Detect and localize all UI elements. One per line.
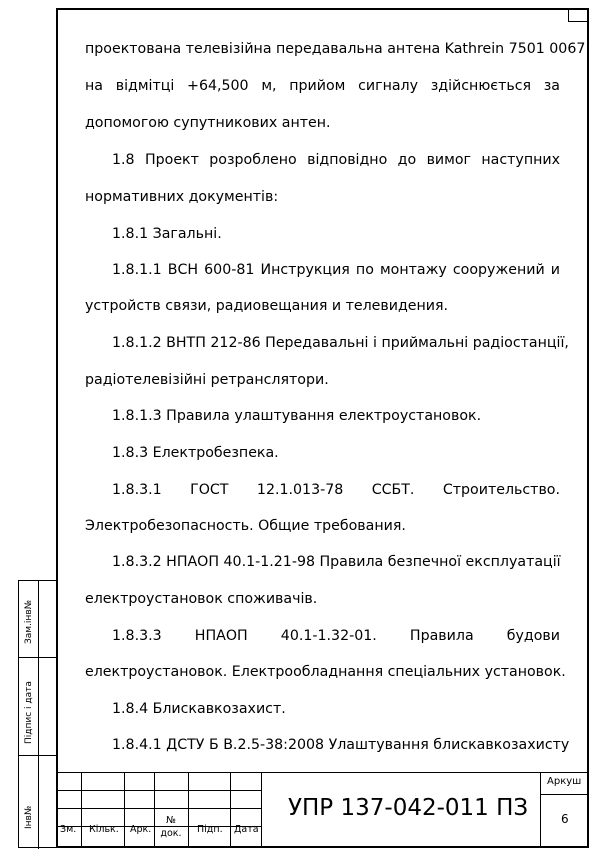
side-stamp (18, 580, 57, 848)
stamp-label-inv: Інв№ (24, 805, 34, 829)
title-block (56, 772, 589, 848)
text-line: 1.8 Проект розроблено відповідно до вимог наступних (112, 152, 560, 168)
text-line: 1.8.4 Блискавкозахист. (112, 701, 286, 717)
text-line: 1.8.1.1 ВСН 600-81 Инструкция по монтажу сооружений и (112, 262, 560, 278)
text-line: електроустановок споживачів. (85, 591, 318, 607)
text-line: радіотелевізійні ретранслятори. (85, 372, 329, 388)
tb-header-ark: Арк. (130, 824, 152, 835)
stamp-label-zaminv: Зам.інв№ (24, 600, 34, 644)
text-line: 1.8.3 Електробезпека. (112, 445, 279, 461)
page-corner-box (568, 8, 589, 22)
tb-header-pidp: Підп. (197, 824, 223, 835)
text-line: 1.8.1.3 Правила улаштування електроустановок. (112, 408, 482, 424)
sheet-label: Аркуш (547, 776, 582, 787)
text-line: допомогою супутникових антен. (85, 115, 331, 131)
text-line: 1.8.3.3 НПАОП 40.1-1.32-01. Правила будови (112, 628, 560, 644)
text-line: 1.8.1 Загальні. (112, 226, 222, 242)
body-text (85, 40, 586, 760)
text-line: нормативних документів: (85, 189, 279, 205)
tb-header-nodok: № док. (160, 815, 182, 839)
stamp-label-pidpys: Підпис і дата (24, 681, 34, 744)
text-line: Электробезопасность. Общие требования. (85, 518, 406, 534)
text-line: проектована телевізійна передавальна антена Kathrein 7501 0067 (85, 41, 586, 57)
sheet-number: 6 (561, 812, 569, 826)
text-line: 1.8.1.2 ВНТП 212-86 Передавальні і приймальні радіостанції, (112, 335, 569, 351)
document-code: УПР 137-042-011 ПЗ (288, 795, 529, 821)
text-line: устройств связи, радиовещания и телевидения. (85, 298, 449, 314)
tb-header-kilk: Кільк. (89, 824, 119, 835)
text-line: електроустановок. Електрообладнання спеціальних установок. (85, 664, 566, 680)
tb-header-zm: Зм. (60, 824, 77, 835)
text-line: 1.8.4.1 ДСТУ Б В.2.5-38:2008 Улаштування блискавкозахисту (112, 737, 570, 753)
text-line: 1.8.3.1 ГОСТ 12.1.013-78 ССБТ. Строительство. (112, 482, 560, 498)
text-line: на відмітці +64,500 м, прийом сигналу здійснюється за (85, 78, 560, 94)
tb-header-data: Дата (234, 824, 259, 835)
text-line: 1.8.3.2 НПАОП 40.1-1.21-98 Правила безпечної експлуатації (112, 554, 561, 570)
